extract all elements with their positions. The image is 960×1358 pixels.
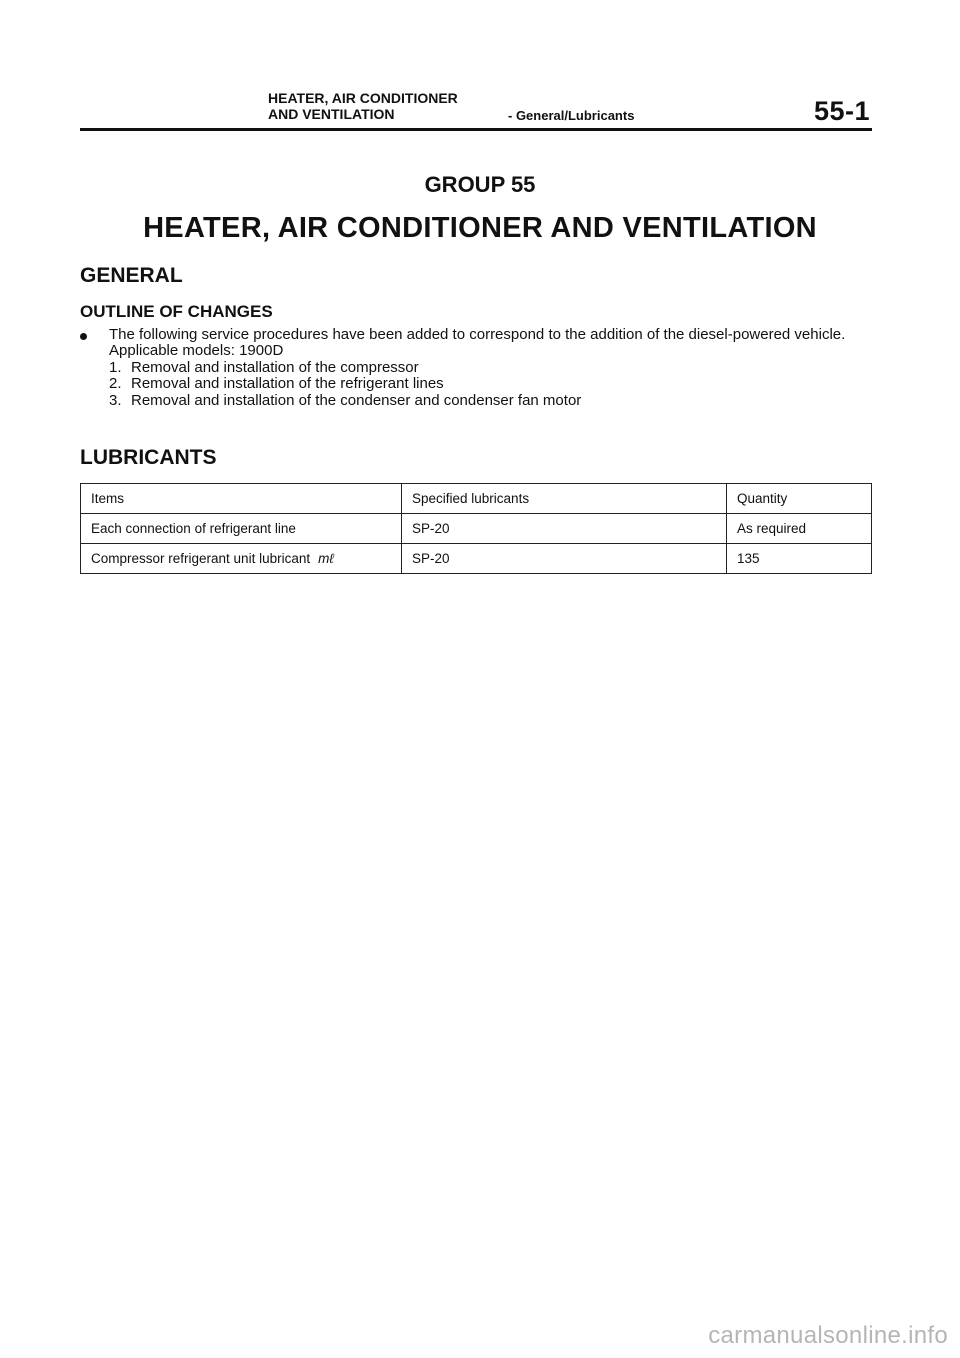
- page-header: [80, 88, 872, 131]
- table-header-row: [81, 484, 872, 514]
- header-title-line1: HEATER, AIR CONDITIONER: [268, 90, 458, 106]
- procedure-number: 2.: [109, 375, 122, 393]
- bullet-text: The following service procedures have been added to correspond to the addition of the diesel-powered vehicle.: [109, 326, 846, 343]
- header-subtitle: - General/Lubricants: [508, 108, 635, 123]
- bullet-icon: [80, 333, 87, 340]
- procedure-text: Removal and installation of the condenser and condenser fan motor: [131, 391, 582, 409]
- column-header-items: Items: [81, 484, 402, 514]
- procedure-item: [109, 360, 880, 376]
- procedure-number: 1.: [109, 358, 122, 376]
- procedure-list: [109, 360, 880, 409]
- cell-item: [81, 544, 402, 574]
- cell-lubricant: SP-20: [402, 514, 727, 544]
- table-row: [81, 514, 872, 544]
- unit-text: mℓ: [318, 551, 334, 566]
- outline-bullet: [80, 327, 880, 409]
- lubricants-table: [80, 483, 872, 574]
- watermark: carmanualsonline.info: [708, 1322, 948, 1349]
- procedure-text: Removal and installation of the compressor: [131, 358, 419, 376]
- group-title: HEATER, AIR CONDITIONER AND VENTILATION: [143, 212, 817, 244]
- header-title-line2: AND VENTILATION: [268, 106, 395, 122]
- cell-quantity: 135: [727, 544, 872, 574]
- cell-lubricant: SP-20: [402, 544, 727, 574]
- procedure-item: [109, 393, 880, 409]
- outline-heading: OUTLINE OF CHANGES: [80, 302, 273, 321]
- procedure-text: Removal and installation of the refrigerant lines: [131, 375, 444, 393]
- column-header-lubricants: Specified lubricants: [402, 484, 727, 514]
- group-number: GROUP 55: [424, 172, 536, 197]
- cell-quantity: As required: [727, 514, 872, 544]
- header-title: [268, 90, 458, 122]
- table-row: [81, 544, 872, 574]
- item-text: Compressor refrigerant unit lubricant: [91, 551, 311, 566]
- procedure-number: 3.: [109, 391, 122, 409]
- page-number: 55-1: [813, 96, 870, 126]
- item-text: Each connection of refrigerant line: [91, 521, 296, 536]
- lubricants-heading: LUBRICANTS: [80, 446, 217, 469]
- column-header-quantity: Quantity: [727, 484, 872, 514]
- bullet-content: [109, 327, 880, 409]
- applicable-models: Applicable models: 1900D: [109, 342, 284, 360]
- procedure-item: [109, 376, 880, 392]
- general-heading: GENERAL: [80, 264, 183, 287]
- cell-item: [81, 514, 402, 544]
